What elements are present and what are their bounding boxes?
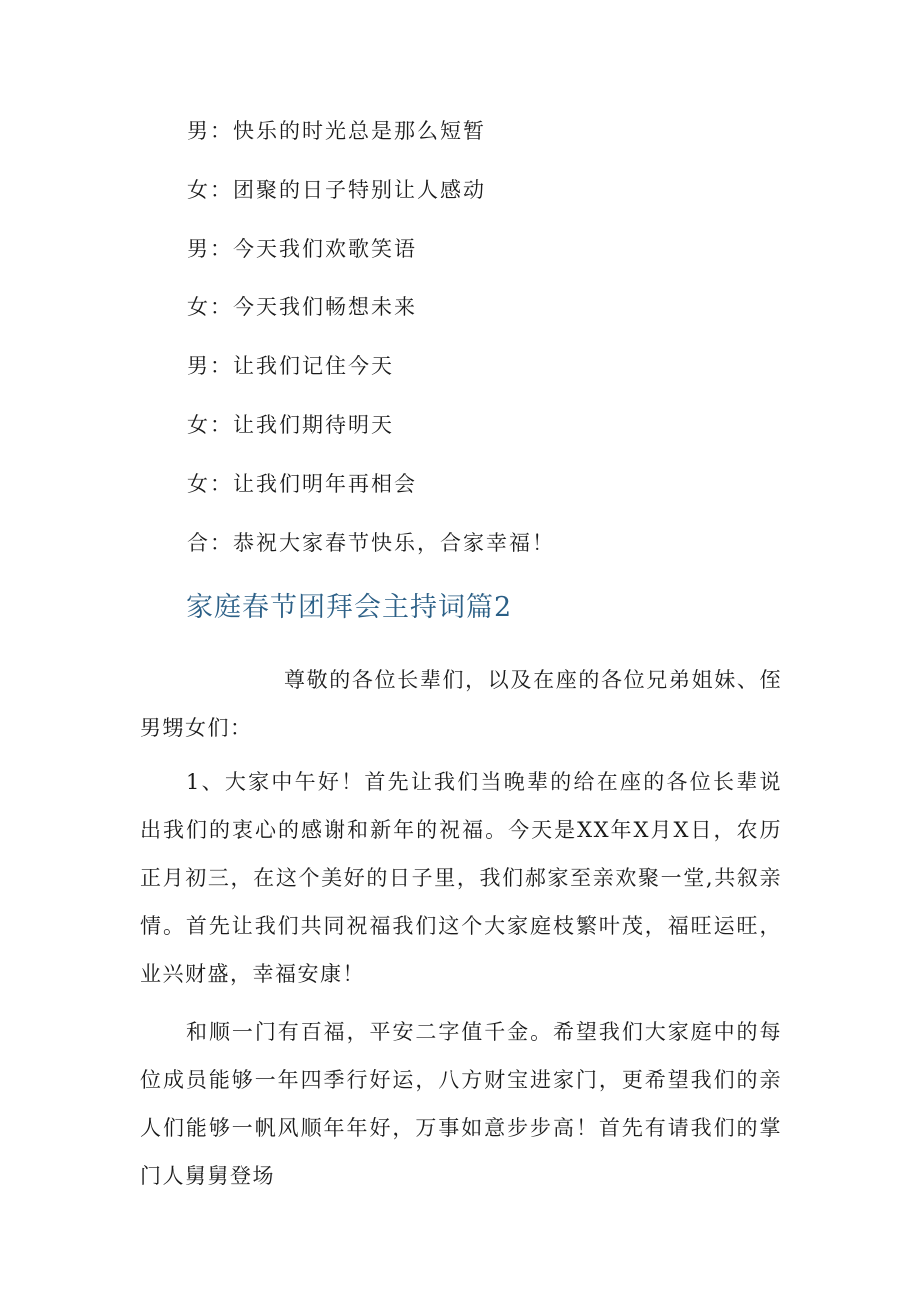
dialogue-line: 男：让我们记住今天 <box>187 354 394 378</box>
dialogue-line: 女：团聚的日子特别让人感动 <box>187 178 486 202</box>
dialogue-line: 男：今天我们欢歌笑语 <box>187 237 417 261</box>
dialogue-line: 合：恭祝大家春节快乐，合家幸福！ <box>187 531 555 555</box>
salutation-paragraph: 尊敬的各位长辈们，以及在座的各位兄弟姐妹、侄男甥女们： <box>140 668 782 740</box>
body-paragraph-2: 和顺一门有百福，平安二字值千金。希望我们大家庭中的每位成员能够一年四季行好运，八方财宝进家门，更希望我们的亲人们能够一帆风顺年年好，万事如意步步高！首先有请我们的掌门人舅舅登场 <box>140 1020 782 1188</box>
section-heading: 家庭春节团拜会主持词篇2 <box>186 592 513 623</box>
body-paragraph-1: 1、大家中午好！首先让我们当晚辈的给在座的各位长辈说出我们的衷心的感谢和新年的祝福。今天是XX年X月X日，农历正月初三，在这个美好的日子里，我们郝家至亲欢聚一堂,共叙亲情。首先让我们共同祝福我们这个大家庭枝繁叶茂，福旺运旺，业兴财盛，幸福安康！ <box>140 770 782 986</box>
dialogue-line: 男：快乐的时光总是那么短暂 <box>187 119 486 143</box>
dialogue-line: 女：让我们期待明天 <box>187 413 394 437</box>
dialogue-line: 女：让我们明年再相会 <box>187 472 417 496</box>
dialogue-line: 女：今天我们畅想未来 <box>187 295 417 319</box>
